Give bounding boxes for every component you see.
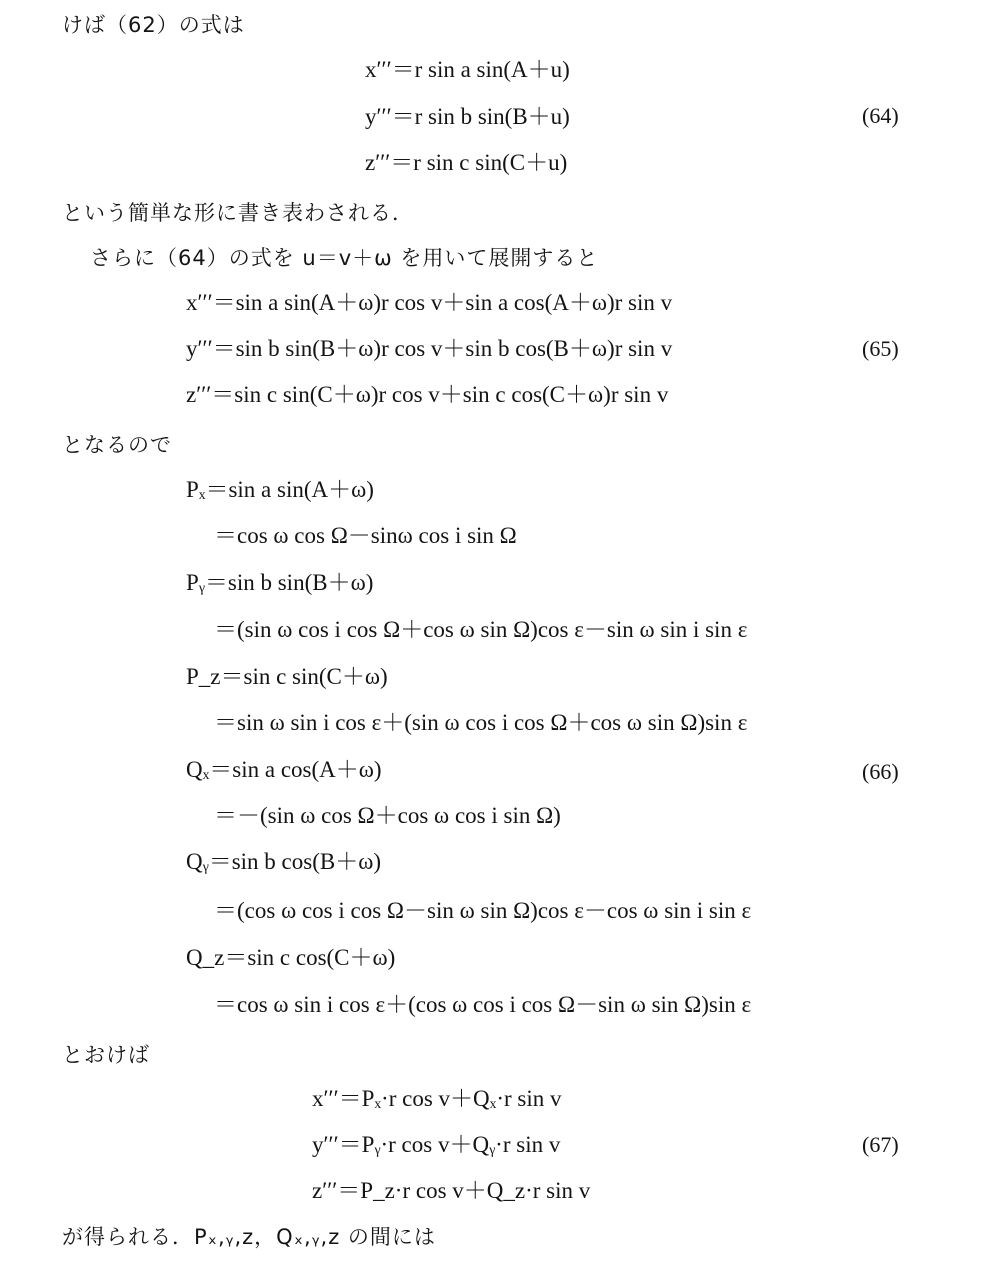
equation-67-line-3: z′′′＝P_z·r cos v＋Q_z·r sin v [312, 1178, 591, 1203]
equation-65-line-3: z′′′＝sin c sin(C＋ω)r cos v＋sin c cos(C＋ω)r sin v [186, 382, 669, 407]
equation-67-line-2: y′′′＝Pᵧ·r cos v＋Qᵧ·r sin v [312, 1132, 561, 1157]
equation-67-line-1: x′′′＝Pₓ·r cos v＋Qₓ·r sin v [312, 1086, 562, 1111]
equation-64-line-1: x′′′＝r sin a sin(A＋u) [365, 57, 570, 82]
paragraph-final: が得られる．Pₓ,ᵧ,z，Qₓ,ᵧ,z の間には [62, 1225, 436, 1249]
equation-66-qx-expanded: ＝－(sin ω cos Ω＋cos ω cos i sin Ω) [214, 803, 561, 828]
equation-65-line-2: y′′′＝sin b sin(B＋ω)r cos v＋sin b cos(B＋ω)r sin v [186, 336, 673, 361]
equation-66-px-expanded: ＝cos ω cos Ω－sinω cos i sin Ω [214, 523, 517, 548]
equation-65-line-1: x′′′＝sin a sin(A＋ω)r cos v＋sin a cos(A＋ω)r sin v [186, 290, 673, 315]
intro-text: けば（62）の式は [62, 13, 245, 37]
equation-66-qy: Qᵧ＝sin b cos(B＋ω) [186, 849, 382, 874]
equation-66-py-expanded: ＝(sin ω cos i cos Ω＋cos ω sin Ω)cos ε－sin ω sin i sin ε [214, 617, 748, 642]
equation-66-pz: P_z＝sin c sin(C＋ω) [186, 664, 388, 689]
equation-64-number: (64) [862, 103, 899, 128]
equation-67-number: (67) [862, 1132, 899, 1157]
equation-65-number: (65) [862, 336, 899, 361]
equation-66-qx: Qₓ＝sin a cos(A＋ω) [186, 757, 382, 782]
equation-66-qy-expanded: ＝(cos ω cos i cos Ω－sin ω sin Ω)cos ε－cos ω sin i sin ε [214, 898, 752, 923]
equation-66-number: (66) [862, 759, 899, 784]
equation-66-qz: Q_z＝sin c cos(C＋ω) [186, 945, 396, 970]
equation-66-py: Pᵧ＝sin b sin(B＋ω) [186, 570, 374, 595]
paragraph-expand: さらに（64）の式を u＝v＋ω を用いて展開すると [90, 246, 599, 270]
equation-66-qz-expanded: ＝cos ω sin i cos ε＋(cos ω cos i cos Ω－sin ω sin Ω)sin ε [214, 992, 752, 1017]
equation-64-line-3: z′′′＝r sin c sin(C＋u) [365, 150, 568, 175]
equation-66-pz-expanded: ＝sin ω sin i cos ε＋(sin ω cos i cos Ω＋cos ω sin Ω)sin ε [214, 710, 748, 735]
equation-64-line-2: y′′′＝r sin b sin(B＋u) [365, 104, 570, 129]
paragraph-after-65: となるので [62, 433, 172, 457]
equation-66-px: Pₓ＝sin a sin(A＋ω) [186, 477, 374, 502]
paragraph-after-64: という簡単な形に書き表わされる． [62, 201, 414, 225]
paragraph-after-66: とおけば [62, 1043, 150, 1067]
